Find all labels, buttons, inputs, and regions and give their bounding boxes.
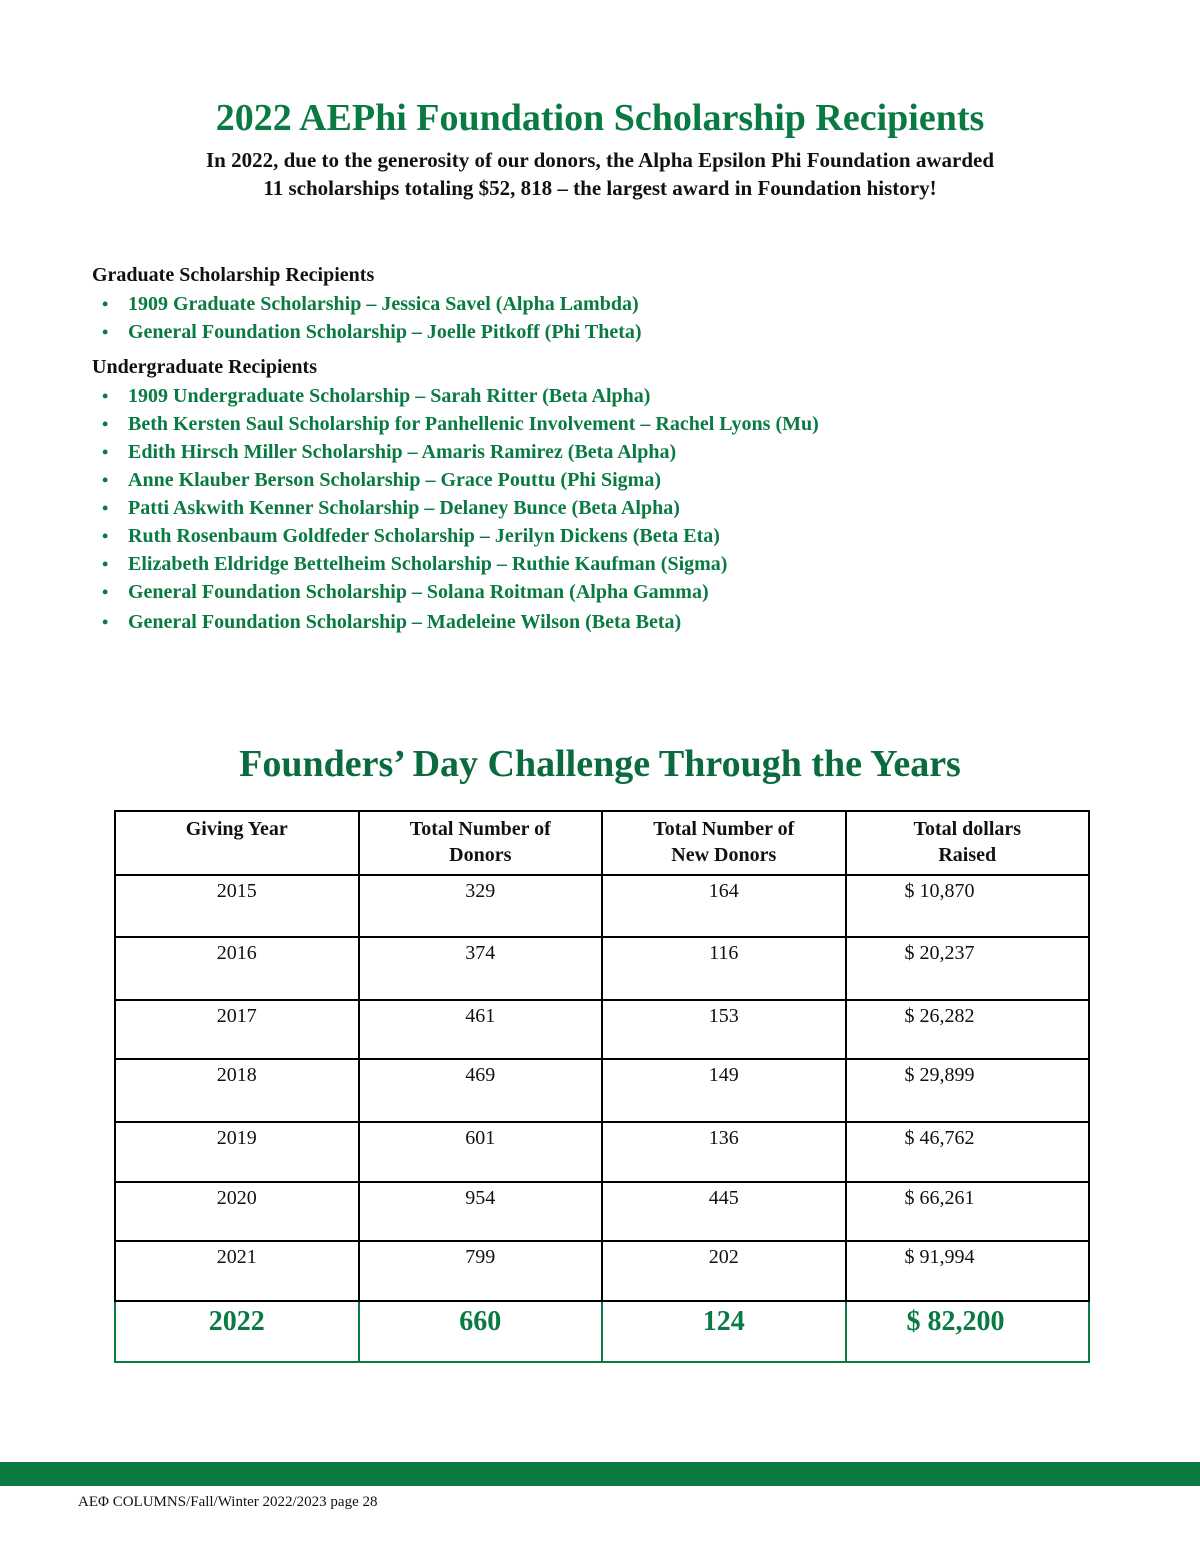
cell-new-donors: 445 <box>602 1182 846 1241</box>
cell-dollars: $ 66,261 <box>846 1182 1090 1241</box>
header-total-dollars: Total dollars Raised <box>846 811 1090 875</box>
page-title: 2022 AEPhi Foundation Scholarship Recipients <box>215 97 985 139</box>
cell-donors: 461 <box>359 1000 603 1059</box>
bullet-icon: • <box>102 582 109 602</box>
cell-year: 2015 <box>115 875 359 937</box>
cell-new-donors: 149 <box>602 1059 846 1122</box>
graduate-heading: Graduate Scholarship Recipients <box>92 264 375 286</box>
bullet-icon: • <box>102 498 109 518</box>
cell-new-donors: 124 <box>602 1301 846 1362</box>
list-item: • Elizabeth Eldridge Bettelheim Scholarship – Ruthie Kaufman (Sigma) <box>92 550 819 578</box>
cell-new-donors: 153 <box>602 1000 846 1059</box>
cell-year: 2016 <box>115 937 359 1000</box>
table-row <box>115 1000 1089 1059</box>
header-giving-year: Giving Year <box>115 811 359 875</box>
undergraduate-list <box>92 382 819 636</box>
table-row <box>115 1059 1089 1122</box>
cell-donors: 374 <box>359 937 603 1000</box>
cell-donors: 660 <box>359 1301 603 1362</box>
graduate-list <box>92 290 642 346</box>
intro-line-1: In 2022, due to the generosity of our donors, the Alpha Epsilon Phi Foundation awarded <box>205 148 995 172</box>
cell-year: 2018 <box>115 1059 359 1122</box>
cell-donors: 954 <box>359 1182 603 1241</box>
founders-day-table <box>114 810 1090 1363</box>
table-row <box>115 937 1089 1000</box>
table-row <box>115 875 1089 937</box>
bullet-icon: • <box>102 526 109 546</box>
cell-new-donors: 136 <box>602 1122 846 1182</box>
bullet-icon: • <box>102 322 109 342</box>
bullet-icon: • <box>102 442 109 462</box>
bullet-icon: • <box>102 554 109 574</box>
cell-year: 2019 <box>115 1122 359 1182</box>
list-item: • General Foundation Scholarship – Solana Roitman (Alpha Gamma) <box>92 578 819 606</box>
table-row <box>115 1122 1089 1182</box>
cell-dollars: $ 29,899 <box>846 1059 1090 1122</box>
intro-line-2: 11 scholarships totaling $52, 818 – the largest award in Foundation history! <box>263 176 937 200</box>
header-total-donors: Total Number of Donors <box>359 811 603 875</box>
bullet-icon: • <box>102 386 109 406</box>
table-row <box>115 1241 1089 1301</box>
cell-donors: 601 <box>359 1122 603 1182</box>
footer-text: AEΦ COLUMNS/Fall/Winter 2022/2023 page 28 <box>78 1494 378 1510</box>
cell-year: 2017 <box>115 1000 359 1059</box>
header-new-donors: Total Number of New Donors <box>602 811 846 875</box>
list-item: • General Foundation Scholarship – Madeleine Wilson (Beta Beta) <box>92 608 819 636</box>
cell-dollars: $ 10,870 <box>846 875 1090 937</box>
cell-donors: 799 <box>359 1241 603 1301</box>
bullet-icon: • <box>102 294 109 314</box>
list-item: • Edith Hirsch Miller Scholarship – Amaris Ramirez (Beta Alpha) <box>92 438 819 466</box>
cell-year: 2022 <box>115 1301 359 1362</box>
list-item: • Ruth Rosenbaum Goldfeder Scholarship – Jerilyn Dickens (Beta Eta) <box>92 522 819 550</box>
cell-new-donors: 164 <box>602 875 846 937</box>
list-item: • Beth Kersten Saul Scholarship for Panhellenic Involvement – Rachel Lyons (Mu) <box>92 410 819 438</box>
list-item: • 1909 Undergraduate Scholarship – Sarah Ritter (Beta Alpha) <box>92 382 819 410</box>
bullet-icon: • <box>102 612 109 632</box>
cell-dollars: $ 20,237 <box>846 937 1090 1000</box>
list-item: • Anne Klauber Berson Scholarship – Grace Pouttu (Phi Sigma) <box>92 466 819 494</box>
founders-day-title: Founders’ Day Challenge Through the Years <box>239 743 961 785</box>
cell-dollars: $ 91,994 <box>846 1241 1090 1301</box>
undergraduate-heading: Undergraduate Recipients <box>92 356 317 378</box>
table-row-highlight <box>115 1301 1089 1362</box>
cell-dollars: $ 26,282 <box>846 1000 1090 1059</box>
bullet-icon: • <box>102 470 109 490</box>
cell-donors: 469 <box>359 1059 603 1122</box>
table-header-row <box>115 811 1089 875</box>
footer-bar <box>0 1462 1200 1486</box>
cell-new-donors: 202 <box>602 1241 846 1301</box>
cell-dollars: $ 82,200 <box>846 1301 1090 1362</box>
cell-dollars: $ 46,762 <box>846 1122 1090 1182</box>
bullet-icon: • <box>102 414 109 434</box>
intro-text <box>150 146 1050 202</box>
list-item: • Patti Askwith Kenner Scholarship – Delaney Bunce (Beta Alpha) <box>92 494 819 522</box>
table-row <box>115 1182 1089 1241</box>
cell-new-donors: 116 <box>602 937 846 1000</box>
list-item: • 1909 Graduate Scholarship – Jessica Savel (Alpha Lambda) <box>92 290 642 318</box>
cell-year: 2021 <box>115 1241 359 1301</box>
list-item: • General Foundation Scholarship – Joelle Pitkoff (Phi Theta) <box>92 318 642 346</box>
cell-year: 2020 <box>115 1182 359 1241</box>
cell-donors: 329 <box>359 875 603 937</box>
